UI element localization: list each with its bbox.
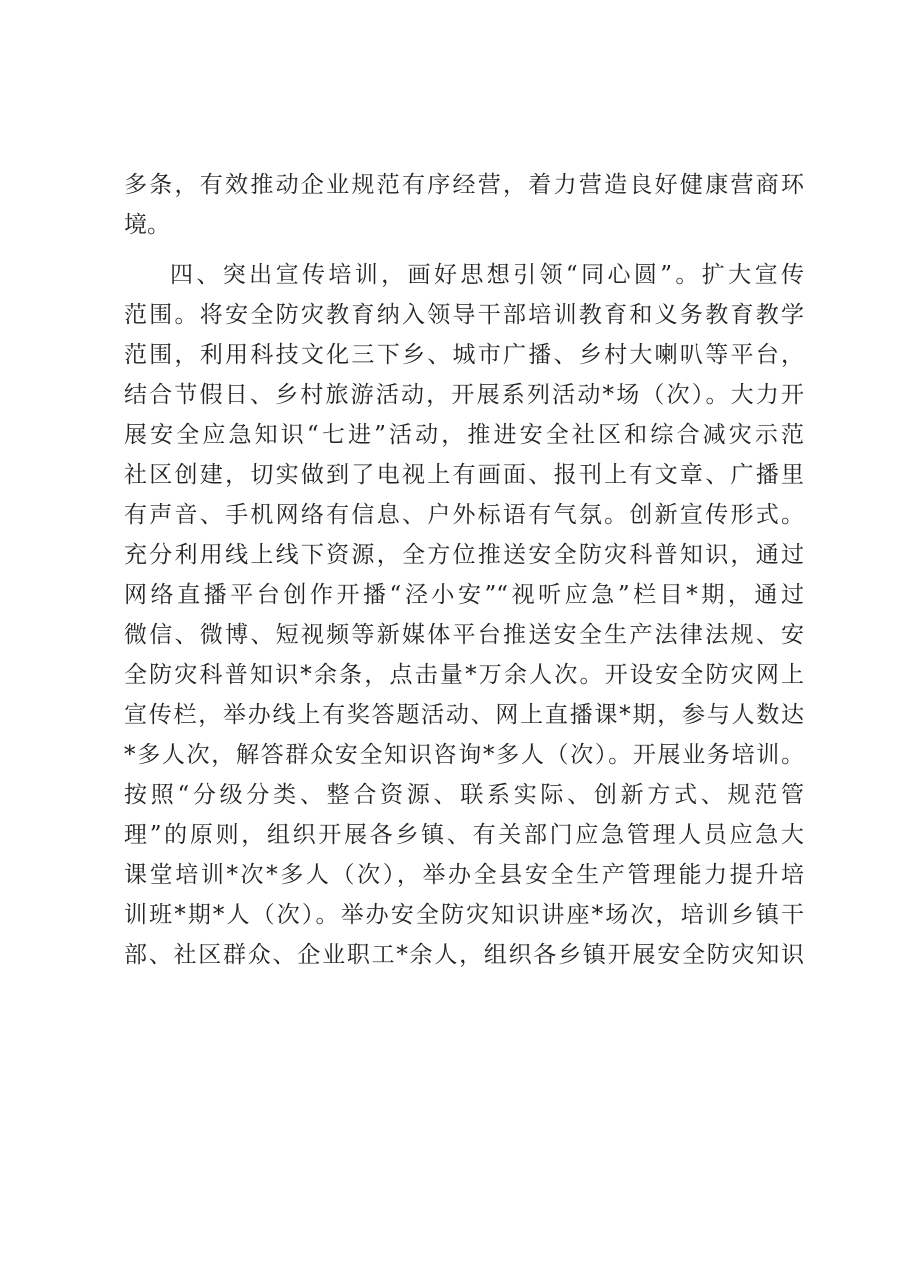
text-line: 展安全应急知识“七进”活动，推进安全社区和综合减灾示范 xyxy=(124,422,804,448)
text-line: 按照“分级分类、整合资源、联系实际、创新方式、规范管 xyxy=(124,782,804,808)
paragraph-1 xyxy=(124,165,804,245)
text-line: 有声音、手机网络有信息、户外标语有气氛。创新宣传形式。 xyxy=(124,502,804,528)
document-body xyxy=(124,165,804,975)
text-line: 网络直播平台创作开播“泾小安”“视听应急”栏目*期，通过 xyxy=(124,582,804,608)
text-line: 结合节假日、乡村旅游活动，开展系列活动*场（次）。大力开 xyxy=(124,382,804,408)
paragraph-gap xyxy=(124,245,804,255)
text-line: 部、社区群众、企业职工*余人，组织各乡镇开展安全防灾知识 xyxy=(124,942,804,968)
text-line: 多条，有效推动企业规范有序经营，着力营造良好健康营商环 xyxy=(124,172,804,198)
text-line: 微信、微博、短视频等新媒体平台推送安全生产法律法规、安 xyxy=(124,622,804,648)
text-line: 训班*期*人（次）。举办安全防灾知识讲座*场次，培训乡镇干 xyxy=(124,902,804,928)
text-line: 充分利用线上线下资源，全方位推送安全防灾科普知识，通过 xyxy=(124,542,804,568)
text-line: 课堂培训*次*多人（次），举办全县安全生产管理能力提升培 xyxy=(124,862,804,888)
text-line: 全防灾科普知识*余条，点击量*万余人次。开设安全防灾网上 xyxy=(124,662,804,688)
text-line: 境。 xyxy=(124,212,170,238)
text-line: 范围，利用科技文化三下乡、城市广播、乡村大喇叭等平台， xyxy=(124,342,804,368)
paragraph-2 xyxy=(124,255,804,975)
text-line: 社区创建，切实做到了电视上有画面、报刊上有文章、广播里 xyxy=(124,462,804,488)
text-line: 宣传栏，举办线上有奖答题活动、网上直播课*期，参与人数达 xyxy=(124,702,804,728)
text-line: 范围。将安全防灾教育纳入领导干部培训教育和义务教育教学 xyxy=(124,302,804,328)
text-line: 四、突出宣传培训，画好思想引领“同心圆”。扩大宣传 xyxy=(170,262,804,288)
text-line: 理”的原则，组织开展各乡镇、有关部门应急管理人员应急大 xyxy=(124,822,804,848)
text-line: *多人次，解答群众安全知识咨询*多人（次）。开展业务培训。 xyxy=(124,742,804,768)
